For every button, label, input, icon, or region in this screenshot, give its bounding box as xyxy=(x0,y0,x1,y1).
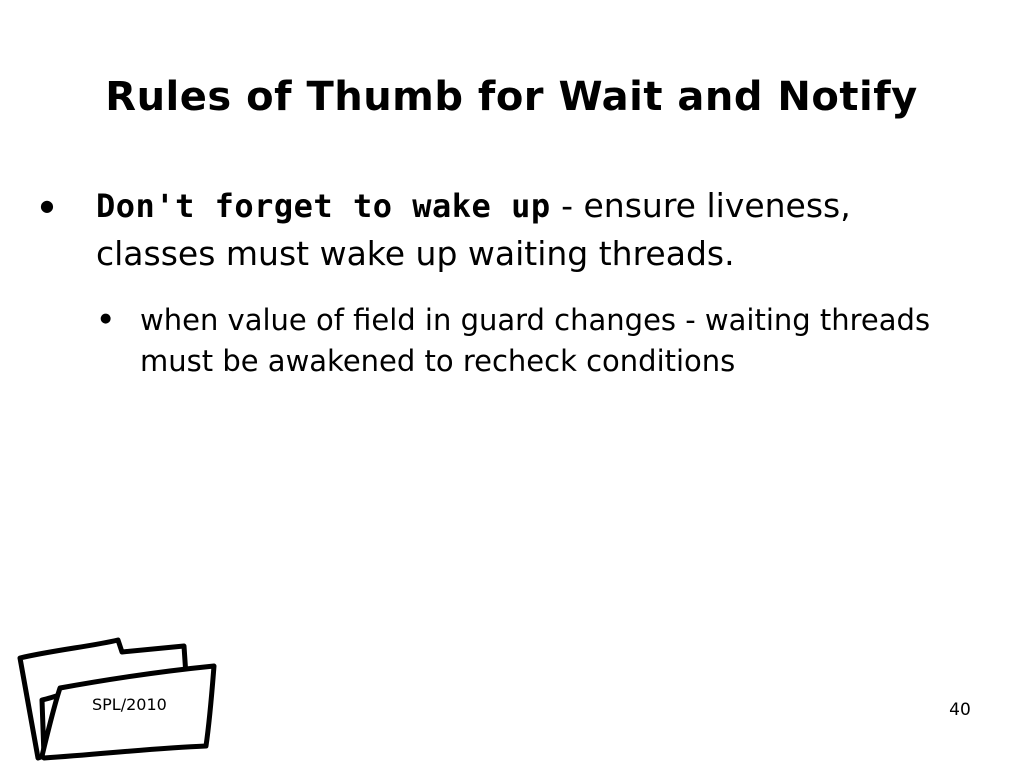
bullet-text xyxy=(96,182,970,277)
sub-bullet-text: when value of field in guard changes - waiting threads must be awakened to recheck conditions xyxy=(140,303,931,378)
footer-label: SPL/2010 xyxy=(92,695,167,714)
bullet-body-text: - ensure liveness, classes must wake up waiting threads. xyxy=(96,186,851,273)
bullet-item xyxy=(40,182,970,277)
sub-bullet-marker: ● xyxy=(100,311,112,326)
page-number: 40 xyxy=(949,700,971,720)
slide-title: Rules of Thumb for Wait and Notify xyxy=(105,74,918,120)
sub-bullet-item xyxy=(100,300,1000,382)
bullet-marker: ● xyxy=(40,196,54,215)
bullet-lead-text: Don't forget to wake up xyxy=(96,187,551,225)
